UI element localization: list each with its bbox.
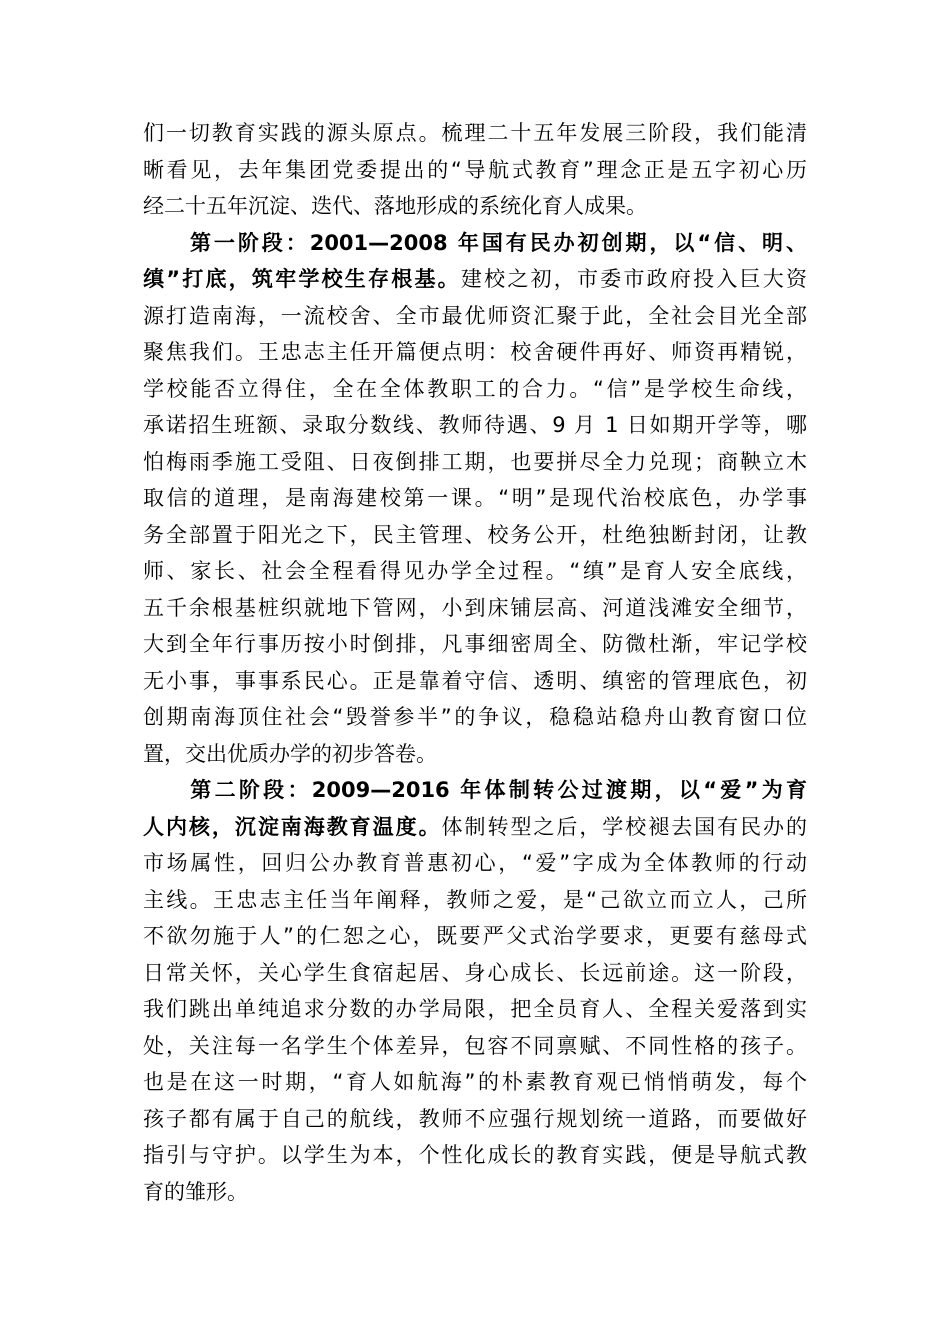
text-line xyxy=(143,955,807,992)
body-text: 经二十五年沉淀、迭代、落地形成的系统化育人成果。 xyxy=(143,194,647,218)
body-text: 取信的道理，是南海建校第一课。“明”是现代治校底色，办学事 xyxy=(143,486,807,510)
body-text: 建校之初，市委市政府投入巨大资 xyxy=(460,267,807,291)
document-page xyxy=(143,115,807,1210)
text-line xyxy=(143,444,807,481)
text-line xyxy=(143,225,807,262)
body-text: 育的雏形。 xyxy=(143,1179,248,1204)
text-line xyxy=(143,626,807,663)
text-line xyxy=(143,1028,807,1065)
paragraph-stage-1 xyxy=(143,225,807,773)
text-line xyxy=(143,334,807,371)
bold-heading-text: 第二阶段：2009—2016 年体制转公过渡期，以“爱”为育 xyxy=(187,778,807,802)
body-text: 我们跳出单纯追求分数的办学局限，把全员育人、全程关爱落到实 xyxy=(143,997,807,1021)
bold-heading-text: 缜”打底，筑牢学校生存根基。 xyxy=(143,267,461,291)
text-line xyxy=(143,736,807,773)
text-line xyxy=(143,590,807,627)
text-line xyxy=(143,809,807,846)
body-text: 师、家长、社会全程看得见办学全过程。“缜”是育人安全底线， xyxy=(143,559,807,583)
bold-heading-text: 人内核，沉淀南海教育温度。 xyxy=(143,814,442,839)
body-text: 市场属性，回归公办教育普惠初心，“爱”字成为全体教师的行动 xyxy=(143,851,807,875)
text-line xyxy=(143,480,807,517)
text-line xyxy=(143,553,807,590)
body-text: 也是在这一时期，“育人如航海”的朴素教育观已悄悄萌发，每个 xyxy=(143,1070,807,1094)
body-text: 怕梅雨季施工受阻、日夜倒排工期，也要拼尽全力兑现；商鞅立木 xyxy=(143,449,807,474)
text-line xyxy=(143,772,807,809)
text-line xyxy=(143,407,807,444)
text-line xyxy=(143,298,807,335)
text-line xyxy=(143,152,807,189)
text-line xyxy=(143,1064,807,1101)
body-text: 学校能否立得住，全在全体教职工的合力。“信”是学校生命线， xyxy=(143,376,807,401)
body-text: 置，交出优质办学的初步答卷。 xyxy=(143,741,437,766)
body-text: 体制转型之后，学校褪去国有民办的 xyxy=(441,814,807,839)
text-line xyxy=(143,699,807,736)
paragraph-stage-2 xyxy=(143,772,807,1210)
text-line xyxy=(143,517,807,554)
paragraph-intro xyxy=(143,115,807,225)
body-text: 日常关怀，关心学生食宿起居、身心成长、长远前途。这一阶段， xyxy=(143,960,807,985)
body-text: 孩子都有属于自己的航线，教师不应强行规划统一道路，而要做好 xyxy=(143,1106,807,1131)
body-text: 们一切教育实践的源头原点。梳理二十五年发展三阶段，我们能清 xyxy=(143,121,807,145)
body-text: 不欲勿施于人”的仁恕之心，既要严父式治学要求，更要有慈母式 xyxy=(143,924,807,948)
text-line xyxy=(143,371,807,408)
body-text: 聚焦我们。王忠志主任开篇便点明：校舍硬件再好、师资再精锐， xyxy=(143,340,807,364)
body-text: 主线。王忠志主任当年阐释，教师之爱，是“己欲立而立人，己所 xyxy=(143,887,807,912)
text-line xyxy=(143,845,807,882)
body-text: 处，关注每一名学生个体差异，包容不同禀赋、不同性格的孩子。 xyxy=(143,1033,807,1058)
body-text: 承诺招生班额、录取分数线、教师待遇、9 月 1 日如期开学等，哪 xyxy=(143,413,807,437)
text-line xyxy=(143,882,807,919)
text-line xyxy=(143,261,807,298)
body-text: 源打造南海，一流校舍、全市最优师资汇聚于此，全社会目光全部 xyxy=(143,303,807,328)
text-line xyxy=(143,115,807,152)
text-line xyxy=(143,918,807,955)
text-line xyxy=(143,1101,807,1138)
body-text: 务全部置于阳光之下，民主管理、校务公开，杜绝独断封闭，让教 xyxy=(143,522,807,547)
text-line xyxy=(143,1174,807,1211)
text-line xyxy=(143,188,807,225)
body-text: 创期南海顶住社会“毁誉参半”的争议，稳稳站稳舟山教育窗口位 xyxy=(143,705,807,729)
body-text: 晰看见，去年集团党委提出的“导航式教育”理念正是五字初心历 xyxy=(143,157,807,182)
body-text: 指引与守护。以学生为本，个性化成长的教育实践，便是导航式教 xyxy=(143,1143,807,1167)
body-text: 大到全年行事历按小时倒排，凡事细密周全、防微杜渐，牢记学校 xyxy=(143,632,807,656)
bold-heading-text: 第一阶段：2001—2008 年国有民办初创期，以“信、明、 xyxy=(187,230,807,255)
text-line xyxy=(143,1137,807,1174)
body-text: 无小事，事事系民心。正是靠着守信、透明、缜密的管理底色，初 xyxy=(143,668,807,693)
body-text: 五千余根基桩织就地下管网，小到床铺层高、河道浅滩安全细节， xyxy=(143,595,807,620)
text-line xyxy=(143,663,807,700)
text-line xyxy=(143,991,807,1028)
